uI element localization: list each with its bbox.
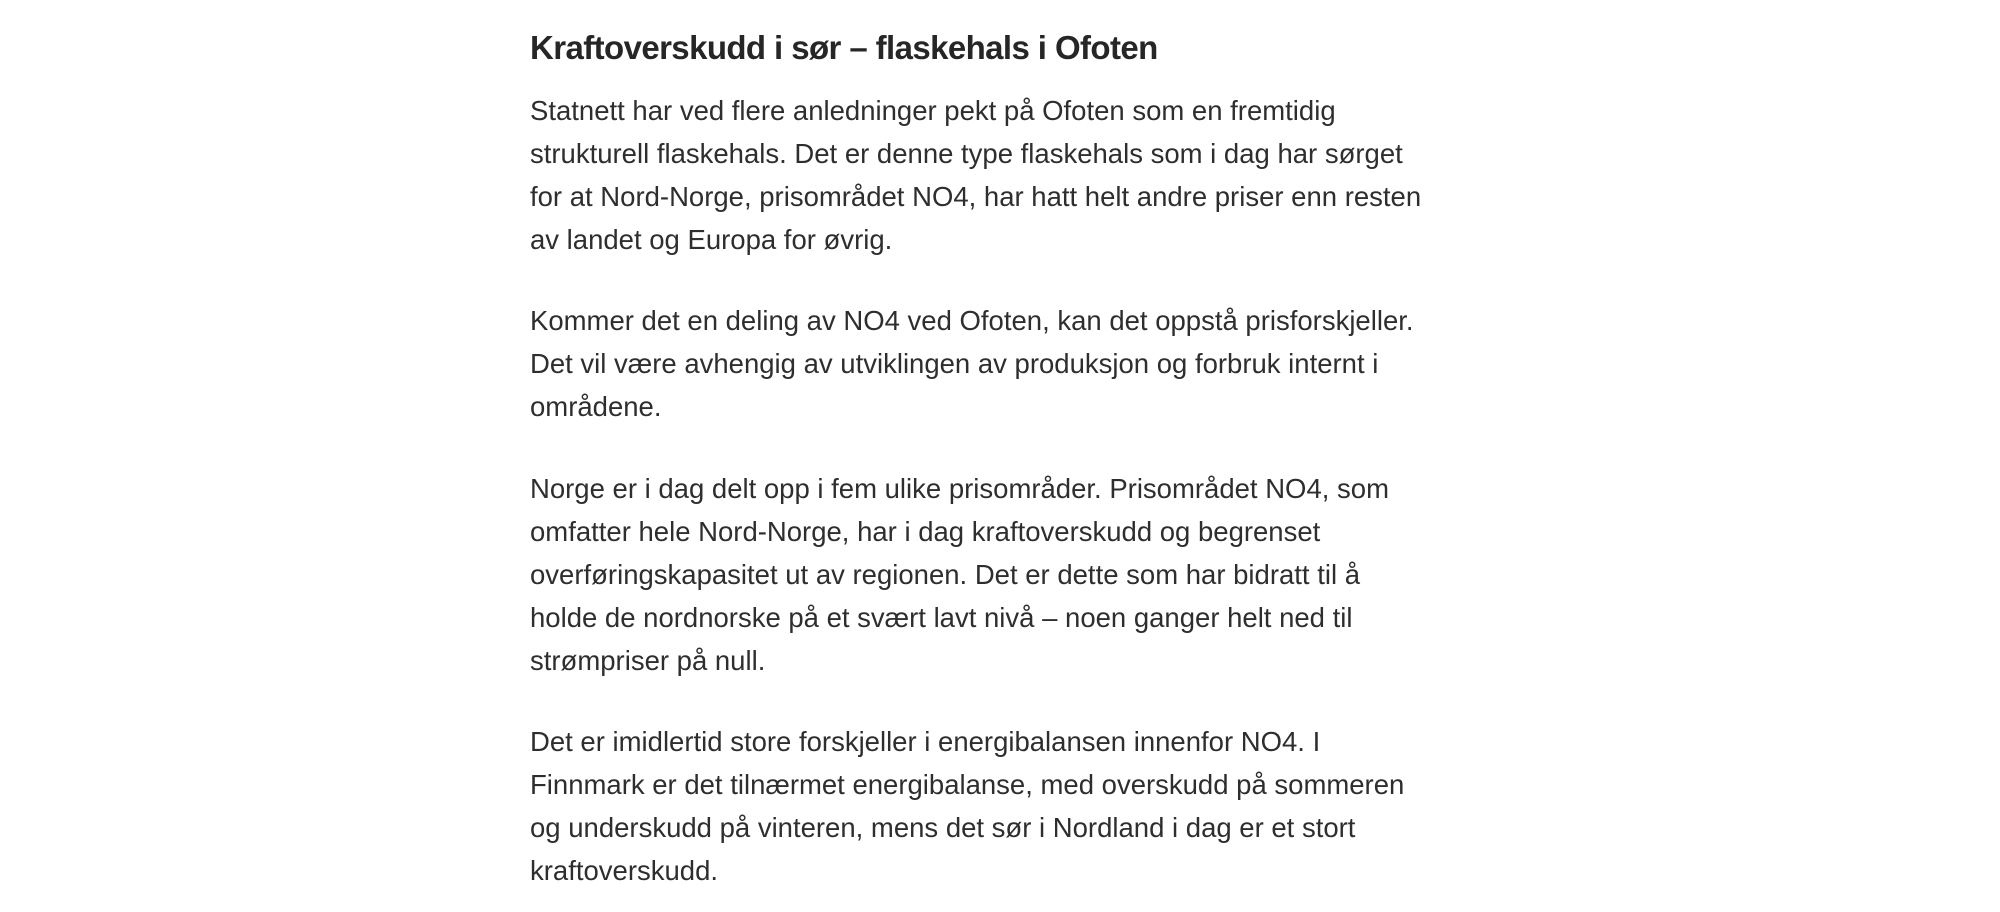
section-heading: Kraftoverskudd i sør – flaskehals i Ofoten: [530, 29, 1158, 66]
paragraph-ofoten-bottleneck: [530, 89, 1421, 261]
article-body: [530, 0, 1480, 886]
paragraph-line: kraftoverskudd.: [530, 855, 719, 886]
paragraph-price-areas: [530, 467, 1389, 682]
paragraph-line: for at Nord-Norge, prisområdet NO4, har hatt helt andre priser enn resten: [530, 181, 1422, 212]
paragraph-line: Det vil være avhengig av utviklingen av produksjon og forbruk internt i: [530, 348, 1379, 379]
paragraph-line: holde de nordnorske på et svært lavt nivå – noen ganger helt ned til: [530, 602, 1353, 633]
paragraph-line: Det er imidlertid store forskjeller i energibalansen innenfor NO4. I: [530, 726, 1321, 757]
paragraph-line: og underskudd på vinteren, mens det sør i Nordland i dag er et stort: [530, 812, 1356, 843]
paragraph-energy-balance: [530, 720, 1404, 892]
paragraph-line: Finnmark er det tilnærmet energibalanse, med overskudd på sommeren: [530, 769, 1405, 800]
paragraph-line: Kommer det en deling av NO4 ved Ofoten, kan det oppstå prisforskjeller.: [530, 305, 1414, 336]
paragraph-line: områdene.: [530, 391, 662, 422]
paragraph-line: strømpriser på null.: [530, 645, 766, 676]
paragraph-line: strukturell flaskehals. Det er denne type flaskehals som i dag har sørget: [530, 138, 1403, 169]
paragraph-line: av landet og Europa for øvrig.: [530, 224, 893, 255]
paragraph-line: Norge er i dag delt opp i fem ulike prisområder. Prisområdet NO4, som: [530, 473, 1389, 504]
paragraph-line: omfatter hele Nord-Norge, har i dag kraftoverskudd og begrenset: [530, 516, 1321, 547]
paragraph-line: overføringskapasitet ut av regionen. Det er dette som har bidratt til å: [530, 559, 1360, 590]
paragraph-line: Statnett har ved flere anledninger pekt på Ofoten som en fremtidig: [530, 95, 1336, 126]
paragraph-no4-split: [530, 299, 1414, 428]
